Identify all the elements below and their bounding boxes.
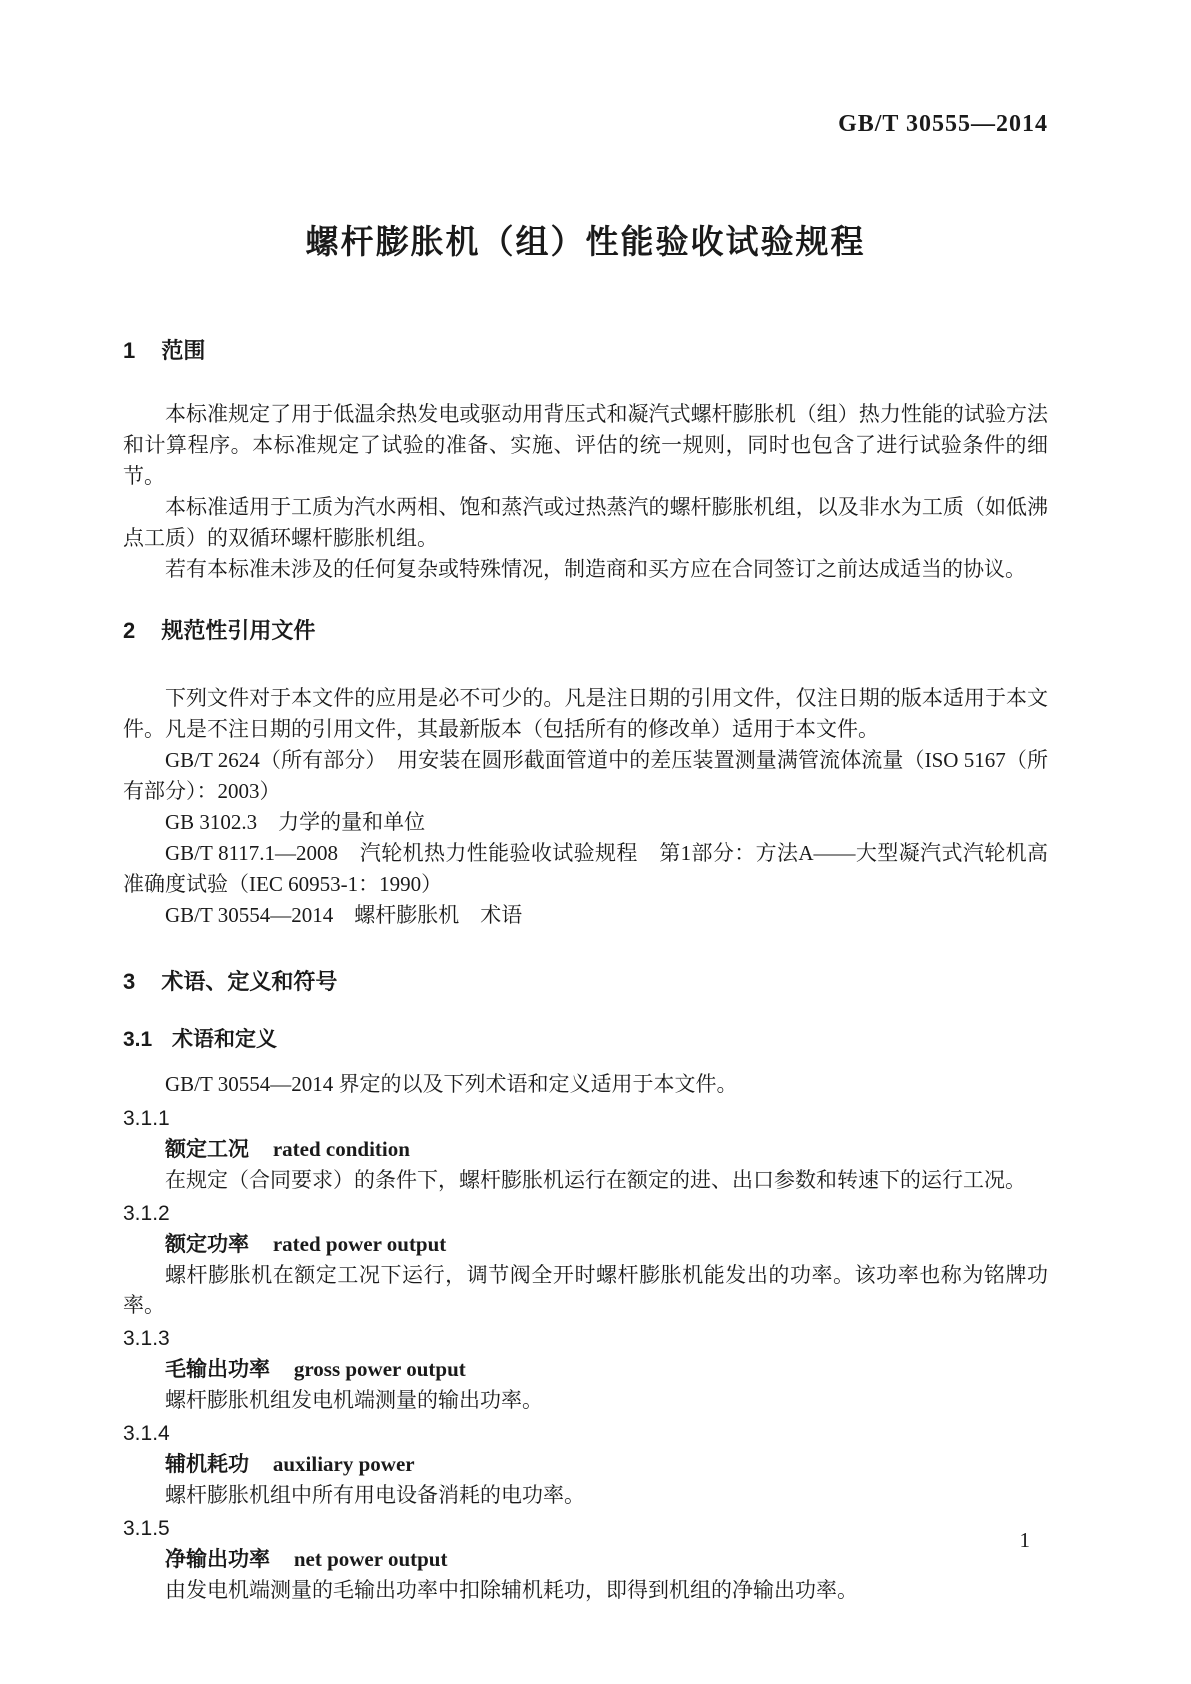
page-header xyxy=(123,112,1048,136)
section-2-number: 2 xyxy=(123,618,136,643)
term-3-1-2 xyxy=(123,1199,1048,1320)
section-scope xyxy=(123,335,1048,585)
term-3-1-3 xyxy=(123,1324,1048,1415)
term-3-1-3-en: gross power output xyxy=(293,1357,466,1381)
term-3-1-3-zh: 毛输出功率 xyxy=(165,1358,270,1381)
section-3-number: 3 xyxy=(123,969,136,994)
term-3-1-2-heading xyxy=(123,1229,1048,1260)
term-3-1-1-en: rated condition xyxy=(272,1137,410,1161)
term-3-1-2-number: 3.1.2 xyxy=(123,1202,170,1225)
term-3-1-1 xyxy=(123,1104,1048,1195)
term-3-1-5-number: 3.1.5 xyxy=(123,1517,170,1540)
term-3-1-5-heading xyxy=(123,1544,1048,1575)
subsection-3-1-title: 术语和定义 xyxy=(172,1028,278,1051)
page-number: 1 xyxy=(1019,1528,1030,1552)
term-3-1-1-number: 3.1.1 xyxy=(123,1107,170,1130)
scope-paragraph-3: 若有本标准未涉及的任何复杂或特殊情况，制造商和买方应在合同签订之前达成适当的协议。 xyxy=(165,557,1026,581)
term-3-1-4-definition: 螺杆膨胀机组中所有用电设备消耗的电功率。 xyxy=(165,1483,585,1507)
section-3-title: 术语、定义和符号 xyxy=(161,969,338,994)
reference-entry-1: GB/T 2624（所有部分） 用安装在圆形截面管道中的差压装置测量满管流体流量（ISO 5167（所有部分）：2003） xyxy=(123,748,1048,803)
section-1-number: 1 xyxy=(123,338,136,363)
term-3-1-1-heading xyxy=(123,1134,1048,1165)
section-3-heading xyxy=(123,966,1048,997)
term-3-1-2-en: rated power output xyxy=(272,1232,447,1256)
term-3-1-1-zh: 额定工况 xyxy=(165,1138,249,1161)
section-normative-references xyxy=(123,615,1048,931)
subsection-3-1-number: 3.1 xyxy=(123,1028,153,1051)
reference-entry-3: GB/T 8117.1—2008 汽轮机热力性能验收试验规程 第1部分：方法A——大型凝汽式汽轮机高准确度试验（IEC 60953-1：1990） xyxy=(123,841,1048,896)
term-3-1-3-number: 3.1.3 xyxy=(123,1327,170,1350)
term-3-1-4-zh: 辅机耗功 xyxy=(165,1453,249,1476)
term-3-1-5-definition: 由发电机端测量的毛输出功率中扣除辅机耗功，即得到机组的净输出功率。 xyxy=(165,1578,858,1602)
section-2-title: 规范性引用文件 xyxy=(161,618,316,643)
reference-entry-2: GB 3102.3 力学的量和单位 xyxy=(165,810,426,834)
term-3-1-5-en: net power output xyxy=(293,1547,448,1571)
term-3-1-2-definition: 螺杆膨胀机在额定工况下运行，调节阀全开时螺杆膨胀机能发出的功率。该功率也称为铭牌功率。 xyxy=(123,1263,1048,1317)
term-3-1-1-definition: 在规定（合同要求）的条件下，螺杆膨胀机运行在额定的进、出口参数和转速下的运行工况。 xyxy=(165,1168,1026,1192)
term-3-1-2-zh: 额定功率 xyxy=(165,1233,249,1256)
reference-entry-4: GB/T 30554—2014 螺杆膨胀机 术语 xyxy=(165,903,523,927)
document-title: 螺杆膨胀机（组）性能验收试验规程 xyxy=(305,223,866,260)
standard-code: GB/T 30555—2014 xyxy=(838,111,1048,137)
section-1-heading xyxy=(123,335,1048,366)
section-1-title: 范围 xyxy=(161,338,206,363)
section-terms-and-symbols xyxy=(123,966,1048,1605)
term-3-1-4-heading xyxy=(123,1449,1048,1480)
terms-intro-paragraph: GB/T 30554—2014 界定的以及下列术语和定义适用于本文件。 xyxy=(165,1072,738,1096)
subsection-3-1-heading xyxy=(123,1024,1048,1055)
term-3-1-3-definition: 螺杆膨胀机组发电机端测量的输出功率。 xyxy=(165,1388,543,1412)
references-intro-paragraph: 下列文件对于本文件的应用是必不可少的。凡是注日期的引用文件，仅注日期的版本适用于本文件。凡是不注日期的引用文件，其最新版本（包括所有的修改单）适用于本文件。 xyxy=(123,686,1048,741)
term-3-1-3-heading xyxy=(123,1354,1048,1385)
term-3-1-4-number: 3.1.4 xyxy=(123,1422,170,1445)
term-3-1-4-en: auxiliary power xyxy=(272,1452,415,1476)
term-3-1-5 xyxy=(123,1514,1048,1605)
section-2-heading xyxy=(123,615,1048,646)
term-3-1-4 xyxy=(123,1419,1048,1510)
scope-paragraph-1: 本标准规定了用于低温余热发电或驱动用背压式和凝汽式螺杆膨胀机（组）热力性能的试验方法和计算程序。本标准规定了试验的准备、实施、评估的统一规则，同时也包含了进行试验条件的细节。 xyxy=(123,402,1048,488)
term-3-1-5-zh: 净输出功率 xyxy=(165,1548,270,1571)
scope-paragraph-2: 本标准适用于工质为汽水两相、饱和蒸汽或过热蒸汽的螺杆膨胀机组，以及非水为工质（如低沸点工质）的双循环螺杆膨胀机组。 xyxy=(123,495,1048,550)
